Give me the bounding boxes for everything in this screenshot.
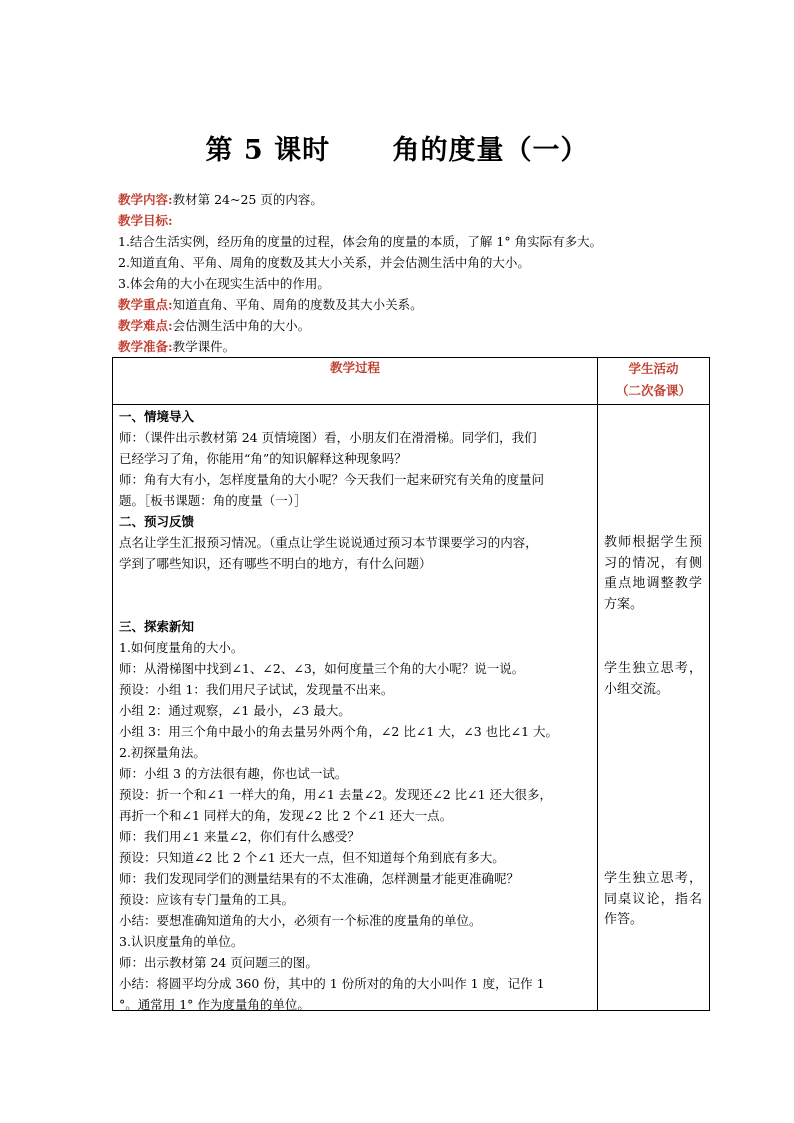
- process-line: 已经学习了角，你能用“角”的知识解释这种现象吗？: [119, 451, 407, 466]
- header-student-activity-line2: （二次备课）: [615, 383, 691, 398]
- activity-note: 学生独立思考，同桌议论，指名作答。: [604, 871, 702, 927]
- section-heading: 三、探索新知: [119, 619, 195, 634]
- process-line: 小组 3：用三个角中最小的角去量另外两个角，∠2 比∠1 大，∠3 也比∠1 大。: [119, 724, 559, 739]
- meta-difficulty: [118, 316, 310, 336]
- process-line: 师：我们发现同学们的测量结果有的不太准确，怎样测量才能更准确呢？: [119, 871, 520, 886]
- process-cell: [113, 405, 598, 1011]
- process-line: 预设：折一个和∠1 一样大的角，用∠1 去量∠2。发现还∠2 比∠1 还大很多，: [119, 787, 553, 802]
- process-line: 师：角有大有小，怎样度量角的大小呢？今天我们一起来研究有关角的度量问: [119, 472, 545, 487]
- meta-label: 教学内容:: [118, 192, 173, 207]
- process-line: 2.初探量角法。: [119, 745, 206, 760]
- header-process: 教学过程: [113, 358, 598, 405]
- process-line: 1.如何度量角的大小。: [119, 640, 244, 655]
- objective-1: 1.结合生活实例，经历角的度量的过程，体会角的度量的本质，了解 1° 角实际有多大。: [118, 234, 603, 249]
- header-student-activity-line1: 学生活动: [628, 361, 679, 376]
- process-line: 预设：只知道∠2 比 2 个∠1 还大一点，但不知道每个角到底有多大。: [119, 850, 505, 865]
- process-line: 再折一个和∠1 同样大的角，发现∠2 比 2 个∠1 还大一点。: [119, 808, 453, 823]
- meta-text: 教材第 24~25 页的内容。: [172, 192, 323, 207]
- meta-text: 会估测生活中角的大小。: [172, 318, 311, 333]
- summary-line: 小结：要想准确知道角的大小，必须有一个标准的度量角的单位。: [119, 913, 482, 928]
- process-line: 小组 2：通过观察，∠1 最小，∠3 最大。: [119, 703, 351, 718]
- process-line: 师：（课件出示教材第 24 页情境图）看，小朋友们在滑滑梯。同学们，我们: [119, 430, 537, 445]
- meta-label: 教学重点:: [118, 297, 173, 312]
- page-title: 第 5 课时 角的度量（一）: [205, 135, 589, 166]
- process-line: 题。［板书课题：角的度量（一）］: [119, 493, 307, 508]
- objective-3: 3.体会角的大小在现实生活中的作用。: [118, 276, 330, 291]
- process-line: 师：小组 3 的方法很有趣，你也试一试。: [119, 766, 348, 781]
- process-line: 师：出示教材第 24 页问题三的图。: [119, 955, 318, 970]
- summary-line: 小结：将圆平均分成 360 份，其中的 1 份所对的角的大小叫作 1 度，记作 1: [119, 976, 545, 991]
- process-table: [112, 357, 710, 1011]
- objective-2: 2.知道直角、平角、周角的度数及其大小关系，并会估测生活中角的大小。: [118, 255, 530, 270]
- process-line: °。通常用 1° 作为度量角的单位。: [119, 997, 310, 1012]
- process-line: 师：从滑梯图中找到∠1、∠2、∠3，如何度量三个角的大小呢？说一说。: [119, 661, 525, 676]
- process-line: 师：我们用∠1 来量∠2，你们有什么感受？: [119, 829, 360, 844]
- activity-cell: [598, 405, 710, 1011]
- process-line: 预设：应该有专门量角的工具。: [119, 892, 295, 907]
- meta-content: [118, 190, 323, 210]
- header-student-activity: [598, 358, 710, 405]
- process-line: 3.认识度量角的单位。: [119, 934, 244, 949]
- meta-text: 教学课件。: [172, 339, 236, 354]
- meta-label: 教学难点:: [118, 318, 173, 333]
- process-line: 预设：小组 1：我们用尺子试试，发现量不出来。: [119, 682, 394, 697]
- meta-keypoints: [118, 295, 423, 315]
- meta-label: 教学准备:: [118, 339, 173, 354]
- meta-preparation: [118, 337, 235, 357]
- process-line: 学到了哪些知识，还有哪些不明白的地方，有什么问题）: [119, 556, 432, 571]
- process-line: 点名让学生汇报预习情况。（重点让学生说说通过预习本节课要学习的内容，: [119, 535, 538, 550]
- section-heading: 一、情境导入: [119, 409, 195, 424]
- section-heading: 二、预习反馈: [119, 514, 195, 529]
- meta-text: 知道直角、平角、周角的度数及其大小关系。: [172, 297, 423, 312]
- meta-objectives: [118, 211, 173, 231]
- activity-note: 学生独立思考，小组交流。: [604, 661, 702, 697]
- activity-note: 教师根据学生预习的情况，有侧重点地调整教学方案。: [604, 535, 702, 612]
- meta-label: 教学目标:: [118, 213, 173, 228]
